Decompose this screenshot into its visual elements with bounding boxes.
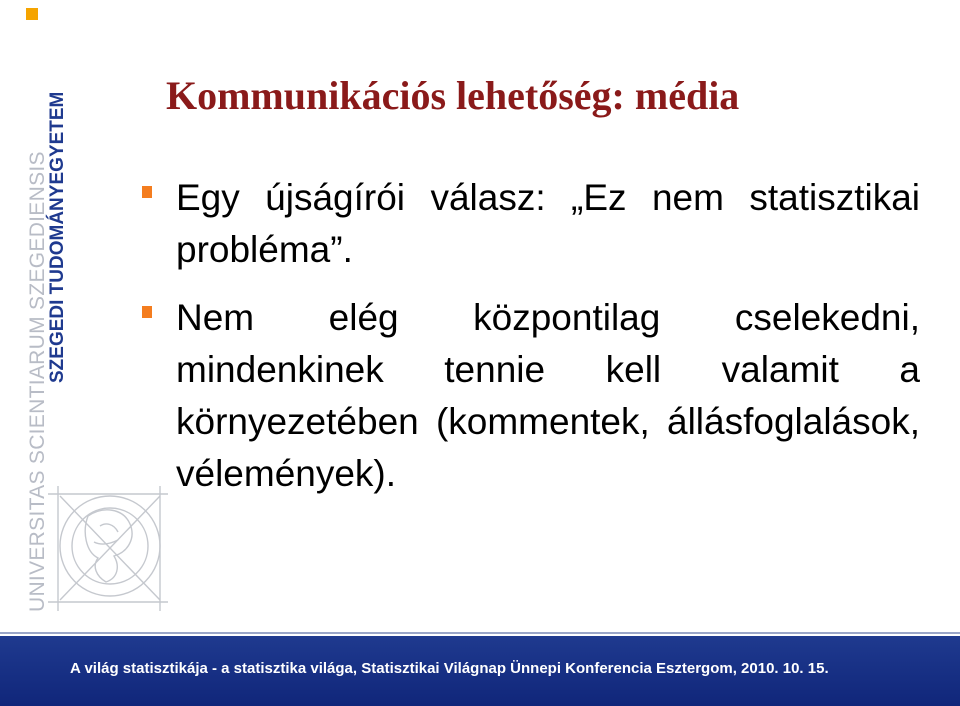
bullet-text: Nem elég központilag cselekedni, mindenkinek tennie kell valamit a környezetében (kommentek, állásfoglalások, vélemények). bbox=[176, 297, 920, 494]
bullet-text: Egy újságírói válasz: „Ez nem statisztikai probléma”. bbox=[176, 177, 920, 270]
bullet-list bbox=[142, 172, 920, 516]
square-bullet-icon bbox=[142, 306, 152, 318]
square-bullet-icon bbox=[142, 186, 152, 198]
bullet-item bbox=[142, 292, 920, 500]
slide-title: Kommunikációs lehetőség: média bbox=[166, 73, 740, 118]
footer-divider bbox=[0, 632, 960, 634]
university-motto-vertical: UNIVERSITAS SCIENTIARUM SZEGEDIENSIS bbox=[26, 151, 49, 612]
bullet-item bbox=[142, 172, 920, 276]
footer-bar bbox=[0, 636, 960, 706]
footer-text: A világ statisztikája - a statisztika világa, Statisztikai Világnap Ünnepi Konferencia Esztergom, 2010. 10. 15. bbox=[70, 660, 829, 677]
university-name-vertical: SZEGEDI TUDOMÁNYEGYETEM bbox=[47, 91, 68, 383]
